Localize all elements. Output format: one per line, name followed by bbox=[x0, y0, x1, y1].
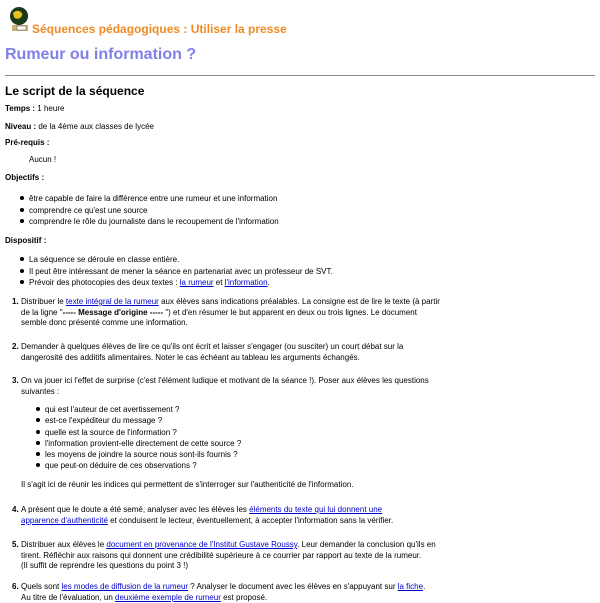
dispositif-list bbox=[29, 254, 333, 289]
list-item: quelle est la source de l'information ? bbox=[45, 427, 241, 438]
text: ----- Message d'origine ----- bbox=[62, 307, 164, 317]
link-texte-integral[interactable]: texte intégral de la rumeur bbox=[65, 297, 159, 306]
link-institut-gustave-roussy[interactable]: document en provenance de l'Institut Gustave Roussy bbox=[106, 540, 298, 549]
text: Au titre de l'évaluation, un bbox=[21, 592, 116, 602]
temps-label: Temps : bbox=[5, 104, 36, 113]
link-information[interactable]: l'information bbox=[224, 278, 268, 287]
link-modes-diffusion[interactable]: les modes de diffusion de la rumeur bbox=[61, 582, 189, 591]
text: . bbox=[423, 582, 426, 591]
step-2 bbox=[12, 342, 441, 363]
link-la-rumeur[interactable]: la rumeur bbox=[179, 278, 214, 287]
text: Distribuer aux élèves le bbox=[21, 540, 107, 549]
text: et bbox=[213, 278, 225, 287]
text: . bbox=[267, 278, 270, 287]
list-item: est-ce l'expéditeur du message ? bbox=[45, 415, 241, 426]
list-item: être capable de faire la différence entre une rumeur et une information bbox=[29, 194, 278, 203]
text: Demander à quelques élèves de lire ce qu'ils ont écrit et laisser s'engager (ou susciter) un court débat sur la dangerosité des additifs alimentaires. Noter le cas échéant au tableau les arguments échangés. bbox=[21, 342, 404, 362]
text: Quels sont bbox=[21, 582, 62, 591]
step-4 bbox=[12, 505, 421, 526]
objectifs-list bbox=[29, 193, 279, 228]
list-item: Il peut être intéressant de mener la séance en partenariat avec un professeur de SVT. bbox=[29, 266, 333, 276]
list-item: les moyens de joindre la source nous sont-ils fournis ? bbox=[45, 449, 241, 460]
niveau-value: de la 4ème aux classes de lycée bbox=[36, 122, 154, 131]
dispositif-label: Dispositif : bbox=[5, 236, 47, 245]
section-title: Séquences pédagogiques : Utiliser la presse bbox=[32, 22, 287, 36]
list-item: La séquence se déroule en classe entière. bbox=[29, 254, 333, 266]
text: ") et d'en résumer le but apparent en deux ou trois lignes. Le document semble donc présenté comme une information. bbox=[21, 307, 417, 327]
step-number: 4. bbox=[12, 505, 19, 514]
step-number: 5. bbox=[12, 540, 19, 549]
list-item bbox=[29, 277, 333, 289]
page-title: Rumeur ou information ? bbox=[5, 46, 197, 63]
list-item: comprendre le rôle du journaliste dans le recoupement de l'information bbox=[29, 217, 279, 226]
text: On va jouer ici l'effet de surprise (c'est l'élément ludique et motivant de la séance !). Poser aux élèves les questions suivantes : bbox=[21, 376, 429, 396]
niveau-label: Niveau : bbox=[5, 122, 37, 131]
text: ? Analyser le document avec les élèves en s'appuyant sur bbox=[188, 582, 398, 591]
list-item: qui est l'auteur de cet avertissement ? bbox=[45, 404, 241, 415]
questions-list bbox=[45, 404, 241, 472]
globe-logo-icon bbox=[8, 6, 30, 34]
text: . Leur demander la conclusion qu'ils en tirent. Réfléchir aux raisons qui donnent une crédibilité supérieure à ce courrier par rapport au texte de la rumeur. bbox=[21, 540, 436, 560]
step-3 bbox=[12, 376, 441, 397]
step-5 bbox=[12, 540, 441, 572]
text: A présent que le doute a été semé, analyser avec les élèves les bbox=[21, 505, 250, 514]
list-item: que peut-on déduire de ces observations ? bbox=[45, 460, 241, 471]
text: (Il suffit de reprendre les questions du point 3 !) bbox=[21, 561, 189, 570]
step-number: 3. bbox=[12, 376, 19, 385]
subtitle: Le script de la séquence bbox=[5, 84, 145, 98]
objectifs-label: Objectifs : bbox=[5, 173, 45, 182]
prerequis-value: Aucun ! bbox=[29, 155, 57, 164]
step-3-note: Il s'agit ici de réunir les indices qui permettent de s'interroger sur l'authenticité de l'information. bbox=[21, 480, 354, 489]
niveau bbox=[5, 122, 154, 133]
text: Distribuer le bbox=[21, 297, 66, 306]
link-elements-authenticite[interactable]: éléments du texte qui lui donnent une apparence d'authenticité bbox=[21, 505, 383, 525]
text: aux élèves sans indications préalables. La consigne est de lire le texte (à partir de la ligne " bbox=[21, 297, 440, 317]
text: Prévoir des photocopies des deux textes : bbox=[29, 278, 180, 287]
temps bbox=[5, 104, 64, 115]
step-number: 2. bbox=[12, 342, 19, 351]
link-deuxieme-exemple[interactable]: deuxième exemple de rumeur bbox=[115, 592, 221, 602]
step-number: 1. bbox=[12, 297, 19, 306]
link-la-fiche[interactable]: la fiche bbox=[397, 582, 424, 591]
step-number: 6. bbox=[12, 582, 19, 591]
text: et conduisent le lecteur, éventuellement, à accepter l'information sans la vérifier. bbox=[107, 515, 394, 525]
list-item: comprendre ce qu'est une source bbox=[29, 205, 279, 217]
temps-value: 1 heure bbox=[35, 104, 65, 113]
list-item: l'information provient-elle directement de cette source ? bbox=[45, 438, 242, 448]
text: est proposé. bbox=[220, 592, 268, 602]
step-1 bbox=[12, 297, 441, 329]
prerequis-label: Pré-requis : bbox=[5, 138, 50, 147]
divider bbox=[5, 75, 595, 76]
